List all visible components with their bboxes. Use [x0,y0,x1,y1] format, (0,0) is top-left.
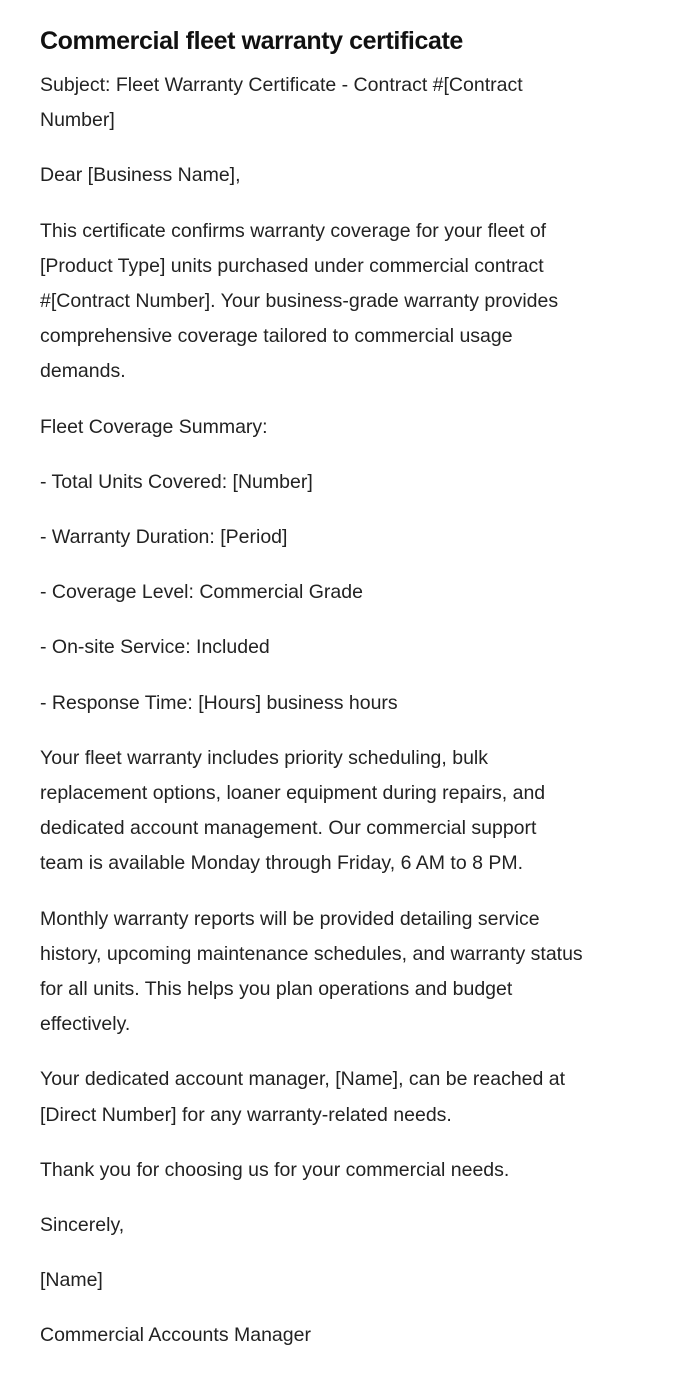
signature-name: [Name] [40,1269,103,1292]
intro-paragraph: This certificate confirms warranty coverage for your fleet of [Product Type] units purchased under commercial contract #[Contract Number]. Your business-grade warranty provides comprehensive coverage tailored to commercial usage demands. [40,219,559,383]
list-item-warranty-duration: - Warranty Duration: [Period] [40,526,288,549]
list-item-onsite-service: - On-site Service: Included [40,636,270,659]
account-manager-paragraph: Your dedicated account manager, [Name], can be reached at [Direct Number] for any warranty-related needs. [40,1068,566,1126]
list-item-coverage-level: - Coverage Level: Commercial Grade [40,581,363,604]
list-item-total-units: - Total Units Covered: [Number] [40,470,313,493]
signature-title: Commercial Accounts Manager [40,1324,311,1347]
closing-line: Sincerely, [40,1214,125,1237]
list-item-response-time: - Response Time: [Hours] business hours [40,691,398,714]
coverage-summary-list [40,465,660,721]
benefits-paragraph: Your fleet warranty includes priority scheduling, bulk replacement options, loaner equipment during repairs, and dedicated account management. Our commercial support team is available Monday through Friday, 6 AM to 8 PM. [40,746,546,875]
subject-line: Subject: Fleet Warranty Certificate - Contract #[Contract Number] [40,74,523,132]
reports-paragraph: Monthly warranty reports will be provided detailing service history, upcoming maintenance schedules, and warranty status for all units. This helps you plan operations and budget effectively. [40,907,583,1036]
coverage-summary-heading: Fleet Coverage Summary: [40,415,268,438]
document-title: Commercial fleet warranty certificate [40,27,463,55]
greeting: Dear [Business Name], [40,164,241,187]
thanks-line: Thank you for choosing us for your commercial needs. [40,1158,510,1181]
